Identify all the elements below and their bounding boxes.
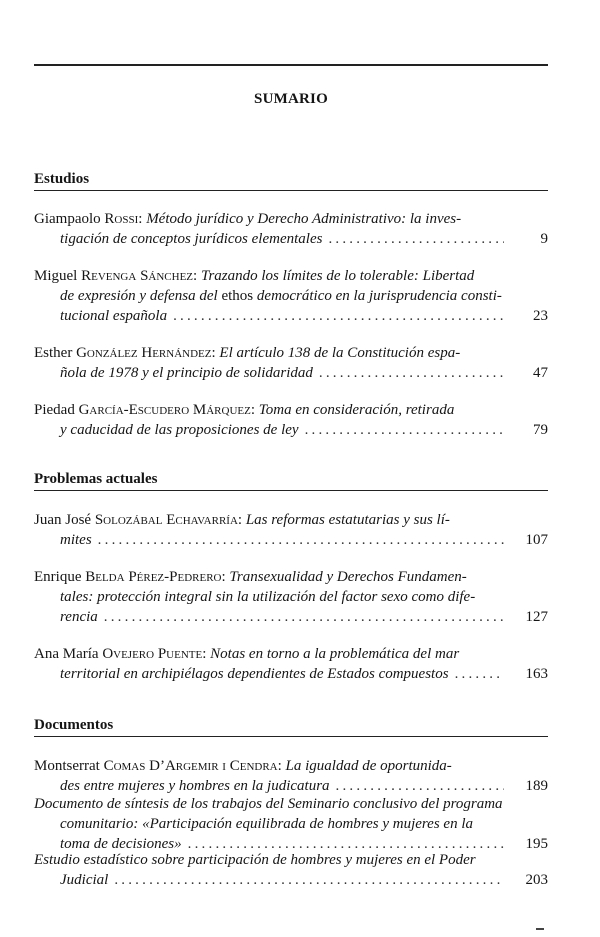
entry-line [34, 776, 548, 796]
entry-text: tigación de conceptos jurídicos elementales [60, 231, 323, 247]
entry-line [34, 794, 548, 814]
entry-line [34, 756, 548, 776]
page-number: 163 [525, 666, 548, 682]
entry-text: La igualdad de oportunida- [285, 758, 452, 774]
page-number: 189 [525, 778, 548, 794]
entry-text: ethos [221, 288, 254, 304]
author-name: Rossi [104, 211, 139, 227]
entry-text: territorial en archipiélagos dependientes de Estados compuestos [60, 666, 449, 682]
entry-line [34, 587, 548, 607]
entry-text: tucional española [60, 308, 168, 324]
entry-text: Ana María [34, 646, 103, 662]
entry-line [34, 870, 548, 890]
entry-text: Giampaolo [34, 211, 105, 227]
page-number: 195 [525, 836, 548, 852]
entry-text: Estudio estadístico sobre participación de hombres y mujeres en el Poder [34, 852, 476, 868]
toc-entry[interactable] [34, 343, 548, 383]
dot-leader [114, 870, 504, 890]
entry-text: Judicial [60, 872, 109, 888]
entry-text: Método jurídico y Derecho Administrativo: la inves- [146, 211, 462, 227]
entry-text: Toma en consideración, retirada [258, 402, 455, 418]
entry-text: Piedad [34, 402, 79, 418]
page-number: 127 [525, 609, 548, 625]
entry-text: y caducidad de las proposiciones de ley [60, 422, 299, 438]
entry-text: : [237, 512, 246, 528]
entry-line [34, 510, 548, 530]
entry-text: Las reformas estatutarias y sus lí- [245, 512, 450, 528]
author-name: Solozábal Echavarría [94, 512, 238, 528]
dot-leader [336, 776, 504, 796]
page-number: 9 [540, 231, 548, 247]
entry-line [34, 229, 548, 249]
entry-text: democrático en la jurisprudencia consti- [253, 288, 502, 304]
dot-leader [455, 664, 504, 684]
entry-line [34, 266, 548, 286]
page-number: 203 [525, 872, 548, 888]
entry-text: Montserrat [34, 758, 104, 774]
dot-leader [98, 530, 504, 550]
toc-entry[interactable] [34, 209, 548, 249]
entry-line [34, 420, 548, 440]
entry-line [34, 567, 548, 587]
page-title: SUMARIO [254, 91, 328, 107]
entry-line [34, 607, 548, 627]
entry-text: Documento de síntesis de los trabajos del Seminario conclusivo del programa [34, 796, 503, 812]
toc-entry[interactable] [34, 400, 548, 440]
entry-line [34, 286, 548, 306]
entry-text: Esther [34, 345, 77, 361]
dot-leader [328, 229, 504, 249]
dot-leader [319, 363, 504, 383]
toc-entry[interactable] [34, 644, 548, 684]
entry-text: comunitario: «Participación equilibrada de hombres y mujeres en la [60, 816, 473, 832]
entry-text: Miguel [34, 268, 82, 284]
entry-text: Trazando los límites de lo tolerable: Libertad [200, 268, 475, 284]
entry-line [34, 664, 548, 684]
page-number: 79 [533, 422, 548, 438]
entry-line [34, 644, 548, 664]
entry-text: mites [60, 532, 92, 548]
author-name: Belda Pérez-Pedrero [85, 569, 222, 585]
entry-line [34, 306, 548, 326]
entry-text: : [250, 402, 259, 418]
entry-text: tales: protección integral sin la utilización del factor sexo como dife- [60, 589, 476, 605]
entry-text: El artículo 138 de la Constitución espa- [219, 345, 461, 361]
entry-text: Juan José [34, 512, 95, 528]
entry-text: : [138, 211, 147, 227]
entry-line [34, 209, 548, 229]
entry-text: Transexualidad y Derechos Fundamen- [229, 569, 467, 585]
toc-entry[interactable] [34, 756, 548, 796]
section-heading: Problemas actuales [34, 470, 548, 491]
page-corner-mark [536, 928, 544, 930]
entry-line [34, 850, 548, 870]
entry-text: des entre mujeres y hombres en la judicatura [60, 778, 330, 794]
entry-line [34, 343, 548, 363]
top-rule [34, 64, 548, 66]
entry-text: : [211, 345, 220, 361]
entry-line [34, 400, 548, 420]
entry-text: : [277, 758, 286, 774]
entry-line [34, 814, 548, 834]
dot-leader [305, 420, 504, 440]
dot-leader [104, 607, 504, 627]
page-number: 23 [533, 308, 548, 324]
author-name: González Hernández [76, 345, 212, 361]
entry-line [34, 363, 548, 383]
entry-text: : [202, 646, 211, 662]
toc-entry[interactable] [34, 266, 548, 326]
toc-entry[interactable] [34, 850, 548, 890]
dot-leader [173, 306, 504, 326]
toc-entry[interactable] [34, 567, 548, 627]
entry-line [34, 530, 548, 550]
page-number: 47 [533, 365, 548, 381]
entry-text: rencia [60, 609, 98, 625]
entry-text: toma de decisiones» [60, 836, 182, 852]
entry-text: ñola de 1978 y el principio de solidaridad [60, 365, 313, 381]
page-number: 107 [525, 532, 548, 548]
author-name: Comas D’Argemir i Cendra [103, 758, 278, 774]
author-name: Revenga Sánchez [81, 268, 194, 284]
author-name: Ovejero Puente [102, 646, 203, 662]
toc-entry[interactable] [34, 510, 548, 550]
toc-entry[interactable] [34, 794, 548, 854]
entry-text: Enrique [34, 569, 86, 585]
entry-text: Notas en torno a la problemática del mar [210, 646, 460, 662]
entry-text: : [193, 268, 201, 284]
section-heading: Documentos [34, 716, 548, 737]
entry-text: : [221, 569, 230, 585]
entry-text: de expresión y defensa del [60, 288, 222, 304]
section-heading: Estudios [34, 170, 548, 191]
author-name: García-Escudero Márquez [78, 402, 251, 418]
